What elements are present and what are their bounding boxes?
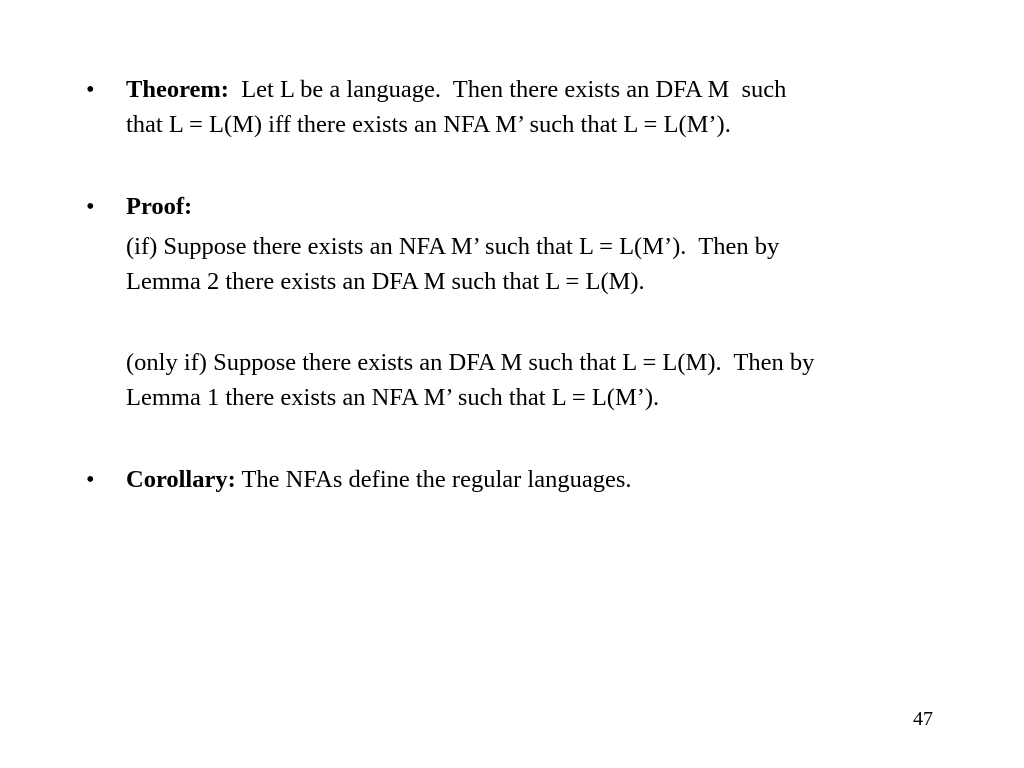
proof-if-line-2: Lemma 2 there exists an DFA M such that L = L(M). (126, 268, 645, 295)
bullet-corollary: • (86, 466, 95, 493)
theorem-text-1: Let L be a language. Then there exists an DFA M such (228, 76, 787, 103)
proof-label: Proof: (126, 193, 193, 220)
bullet-proof: • (86, 193, 95, 220)
theorem-label: Theorem: (126, 76, 229, 103)
proof-onlyif-line-1: (only if) Suppose there exists an DFA M such that L = L(M). Then by (126, 349, 815, 376)
theorem-line-1 (126, 75, 786, 105)
proof-onlyif-line-2: Lemma 1 there exists an NFA M’ such that L = L(M’). (126, 384, 660, 411)
corollary-line (126, 465, 632, 495)
page-number: 47 (913, 708, 933, 730)
corollary-text: The NFAs define the regular languages. (235, 466, 632, 493)
theorem-line-2: that L = L(M) iff there exists an NFA M’ such that L = L(M’). (126, 111, 731, 138)
corollary-label: Corollary: (126, 466, 236, 493)
bullet-theorem: • (86, 76, 95, 103)
proof-if-line-1: (if) Suppose there exists an NFA M’ such that L = L(M’). Then by (126, 233, 780, 260)
